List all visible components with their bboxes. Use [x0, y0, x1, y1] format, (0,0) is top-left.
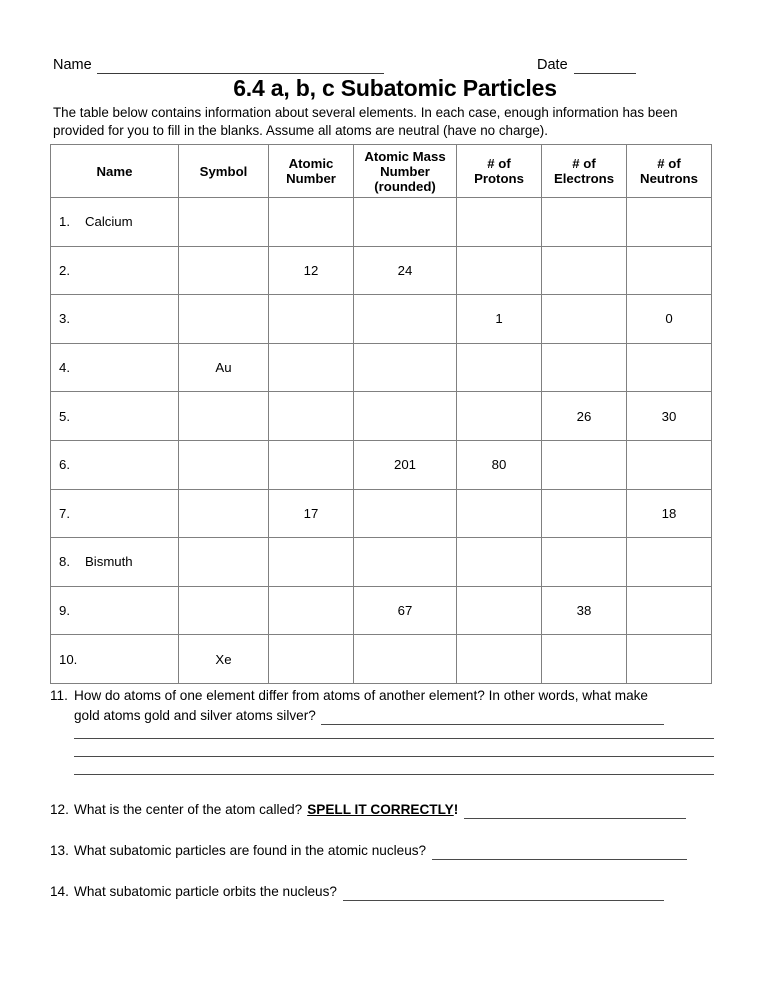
- cell-atomic-number[interactable]: [269, 295, 354, 344]
- table-row: [51, 489, 712, 538]
- column-header-name: [51, 145, 179, 198]
- cell-symbol[interactable]: [179, 392, 269, 441]
- page-title: 6.4 a, b, c Subatomic Particles: [233, 75, 557, 101]
- cell-name[interactable]: [51, 198, 179, 247]
- cell-protons[interactable]: [457, 635, 542, 684]
- cell-name[interactable]: [51, 246, 179, 295]
- cell-atomic-mass[interactable]: 201: [354, 440, 457, 489]
- cell-electrons[interactable]: [542, 295, 627, 344]
- cell-atomic-mass[interactable]: [354, 538, 457, 587]
- cell-protons[interactable]: [457, 343, 542, 392]
- column-header-atomic-number-line2: Number: [286, 171, 336, 186]
- cell-name[interactable]: [51, 343, 179, 392]
- cell-protons[interactable]: [457, 392, 542, 441]
- cell-name[interactable]: [51, 489, 179, 538]
- cell-symbol[interactable]: Xe: [179, 635, 269, 684]
- cell-electrons[interactable]: [542, 489, 627, 538]
- cell-atomic-mass[interactable]: [354, 392, 457, 441]
- cell-neutrons[interactable]: [627, 635, 712, 684]
- name-input-line[interactable]: [97, 60, 384, 74]
- column-header-neutrons-line2: Neutrons: [640, 171, 698, 186]
- intro-paragraph: The table below contains information about several elements. In each case, enough information has been provided for you to fill in the blanks. Assume all atoms are neutral (have no charge).: [53, 105, 678, 138]
- cell-neutrons[interactable]: 30: [627, 392, 712, 441]
- table-row: [51, 635, 712, 684]
- question-11-answer-line-2[interactable]: [74, 738, 714, 739]
- cell-electrons[interactable]: [542, 538, 627, 587]
- cell-symbol[interactable]: [179, 586, 269, 635]
- column-header-neutrons-line1: # of: [657, 156, 681, 171]
- question-12-number: 12.: [50, 802, 69, 817]
- cell-neutrons[interactable]: [627, 586, 712, 635]
- question-11-line2: [50, 706, 718, 726]
- cell-neutrons[interactable]: [627, 198, 712, 247]
- cell-atomic-number[interactable]: [269, 440, 354, 489]
- cell-atomic-mass[interactable]: [354, 198, 457, 247]
- row-number: 9.: [59, 603, 70, 619]
- question-11-answer-line-4[interactable]: [74, 774, 714, 775]
- question-14: [50, 882, 718, 901]
- question-11-answer-line-1[interactable]: [321, 711, 664, 725]
- cell-protons[interactable]: [457, 198, 542, 247]
- cell-symbol[interactable]: [179, 295, 269, 344]
- question-11-number: 11.: [50, 688, 68, 703]
- cell-atomic-mass[interactable]: [354, 635, 457, 684]
- cell-symbol[interactable]: [179, 489, 269, 538]
- question-12: [50, 800, 718, 819]
- question-12-answer-line[interactable]: [464, 805, 686, 819]
- column-header-atomic-mass: [354, 145, 457, 198]
- cell-protons[interactable]: [457, 586, 542, 635]
- cell-atomic-mass[interactable]: [354, 343, 457, 392]
- cell-electrons[interactable]: 26: [542, 392, 627, 441]
- cell-name[interactable]: [51, 392, 179, 441]
- table-row: [51, 392, 712, 441]
- elements-table: [50, 144, 712, 684]
- row-number: 3.: [59, 311, 70, 327]
- cell-protons[interactable]: [457, 489, 542, 538]
- column-header-electrons-line1: # of: [572, 156, 596, 171]
- cell-atomic-mass[interactable]: 24: [354, 246, 457, 295]
- cell-electrons[interactable]: [542, 198, 627, 247]
- cell-name[interactable]: [51, 586, 179, 635]
- row-number: 7.: [59, 505, 70, 521]
- column-header-symbol: [179, 145, 269, 198]
- cell-electrons[interactable]: [542, 246, 627, 295]
- question-13-text: What subatomic particles are found in the atomic nucleus?: [74, 843, 427, 858]
- cell-name-value: Calcium: [85, 214, 133, 230]
- column-header-electrons: [542, 145, 627, 198]
- column-header-protons-line1: # of: [487, 156, 511, 171]
- question-13: [50, 841, 718, 860]
- column-header-atomic-number: [269, 145, 354, 198]
- cell-neutrons[interactable]: 18: [627, 489, 712, 538]
- date-label: Date: [537, 57, 568, 73]
- cell-atomic-number[interactable]: [269, 392, 354, 441]
- cell-name-value: Bismuth: [85, 554, 133, 570]
- cell-atomic-number[interactable]: [269, 538, 354, 587]
- row-number: 2.: [59, 262, 70, 278]
- question-12-emphasis: SPELL IT CORRECTLY: [307, 802, 454, 817]
- cell-atomic-mass[interactable]: 67: [354, 586, 457, 635]
- cell-symbol[interactable]: [179, 246, 269, 295]
- column-header-name-line1: Name: [96, 163, 133, 179]
- column-header-atomic-mass-line1: Atomic Mass: [364, 148, 446, 164]
- question-11-text-line1: How do atoms of one element differ from atoms of another element? In other words, what make: [74, 688, 648, 703]
- cell-atomic-number[interactable]: 12: [269, 246, 354, 295]
- table-header-row: [51, 145, 712, 198]
- name-label: Name: [53, 57, 92, 73]
- column-header-atomic-number-line1: Atomic: [288, 156, 334, 171]
- elements-table-wrapper: [50, 144, 711, 684]
- date-input-line[interactable]: [574, 60, 636, 74]
- row-number: 1.: [59, 214, 70, 230]
- cell-name[interactable]: [51, 538, 179, 587]
- row-number: 6.: [59, 457, 70, 473]
- cell-atomic-mass[interactable]: [354, 295, 457, 344]
- cell-electrons[interactable]: [542, 440, 627, 489]
- question-11-line1: [50, 686, 718, 706]
- column-header-symbol-line1: Symbol: [199, 163, 248, 179]
- row-number: 4.: [59, 360, 70, 376]
- table-row: [51, 538, 712, 587]
- cell-atomic-mass[interactable]: [354, 489, 457, 538]
- table-row: [51, 295, 712, 344]
- question-11-answer-line-3[interactable]: [74, 756, 714, 757]
- column-header-protons-line2: Protons: [474, 171, 524, 186]
- column-header-atomic-mass-line3: (rounded): [374, 178, 436, 194]
- table-row: [51, 198, 712, 247]
- table-row: [51, 343, 712, 392]
- cell-atomic-number[interactable]: [269, 343, 354, 392]
- cell-atomic-number[interactable]: [269, 198, 354, 247]
- cell-atomic-number[interactable]: [269, 586, 354, 635]
- question-14-answer-line[interactable]: [343, 887, 664, 901]
- cell-protons[interactable]: [457, 246, 542, 295]
- cell-symbol[interactable]: [179, 440, 269, 489]
- question-12-emphasis-end: !: [453, 802, 459, 817]
- cell-neutrons[interactable]: [627, 343, 712, 392]
- column-header-protons: [457, 145, 542, 198]
- cell-name[interactable]: [51, 635, 179, 684]
- column-header-atomic-mass-line2: Number: [380, 163, 430, 179]
- cell-neutrons[interactable]: 0: [627, 295, 712, 344]
- column-header-neutrons: [627, 145, 712, 198]
- cell-protons[interactable]: 1: [457, 295, 542, 344]
- row-number: 8.: [59, 554, 70, 570]
- row-number: 5.: [59, 408, 70, 424]
- questions-section: [50, 686, 718, 901]
- cell-name[interactable]: [51, 295, 179, 344]
- cell-protons[interactable]: 80: [457, 440, 542, 489]
- table-row: [51, 246, 712, 295]
- cell-symbol[interactable]: Au: [179, 343, 269, 392]
- cell-atomic-number[interactable]: 17: [269, 489, 354, 538]
- cell-neutrons[interactable]: [627, 440, 712, 489]
- cell-protons[interactable]: [457, 538, 542, 587]
- cell-neutrons[interactable]: [627, 246, 712, 295]
- cell-symbol[interactable]: [179, 538, 269, 587]
- cell-neutrons[interactable]: [627, 538, 712, 587]
- question-12-text: What is the center of the atom called?: [74, 802, 303, 817]
- question-14-number: 14.: [50, 884, 69, 899]
- question-14-text: What subatomic particle orbits the nucleus?: [74, 884, 337, 899]
- table-row: [51, 586, 712, 635]
- cell-atomic-number[interactable]: [269, 635, 354, 684]
- elements-table-body: [51, 198, 712, 684]
- cell-electrons[interactable]: [542, 635, 627, 684]
- date-group: [537, 56, 636, 74]
- cell-electrons[interactable]: 38: [542, 586, 627, 635]
- cell-symbol[interactable]: [179, 198, 269, 247]
- question-13-number: 13.: [50, 843, 69, 858]
- table-row: [51, 440, 712, 489]
- question-11: [50, 686, 718, 775]
- question-11-text-line2: gold atoms gold and silver atoms silver?: [74, 707, 316, 723]
- cell-electrons[interactable]: [542, 343, 627, 392]
- cell-name[interactable]: [51, 440, 179, 489]
- question-13-answer-line[interactable]: [432, 846, 687, 860]
- column-header-electrons-line2: Electrons: [553, 171, 615, 186]
- row-number: 10.: [59, 651, 78, 667]
